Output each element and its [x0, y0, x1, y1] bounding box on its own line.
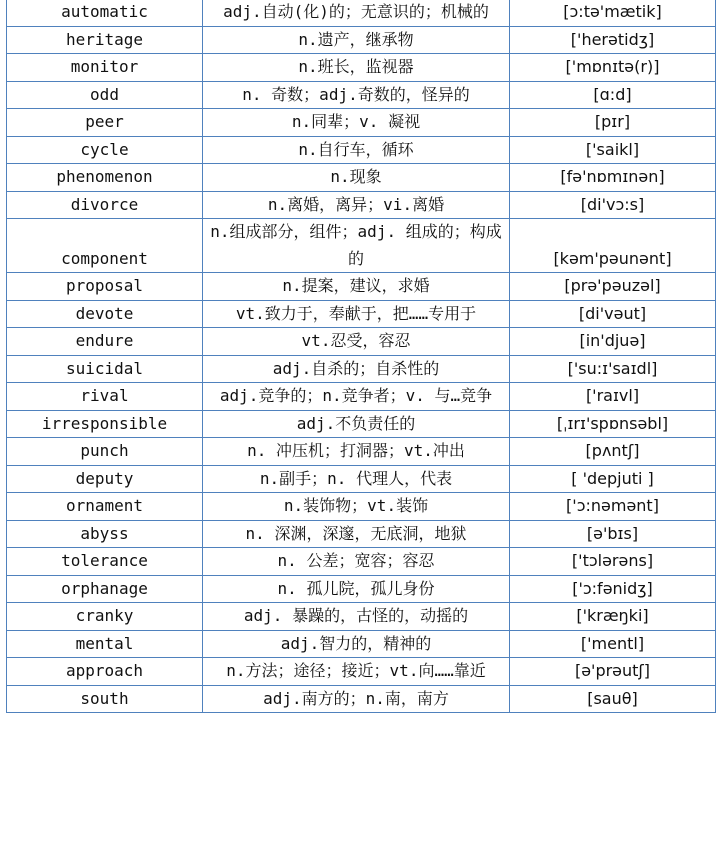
- meaning-cell: n. 公差；宽容；容忍: [203, 548, 510, 576]
- meaning-cell: n.提案，建议，求婚: [203, 273, 510, 301]
- word-cell: divorce: [7, 191, 203, 219]
- meaning-cell: n.离婚，离异；vi.离婚: [203, 191, 510, 219]
- meaning-cell: n. 冲压机；打洞器；vt.冲出: [203, 438, 510, 466]
- table-row: [7, 81, 716, 109]
- meaning-cell: n.方法；途径；接近；vt.向……靠近: [203, 658, 510, 686]
- meaning-cell: adj.不负责任的: [203, 410, 510, 438]
- phonetic-cell: ['mɒnɪtə(r)]: [510, 54, 716, 82]
- word-cell: odd: [7, 81, 203, 109]
- meaning-cell: n. 奇数；adj.奇数的，怪异的: [203, 81, 510, 109]
- meaning-cell: n.遗产，继承物: [203, 26, 510, 54]
- meaning-cell: adj.南方的；n.南，南方: [203, 685, 510, 713]
- table-row: [7, 300, 716, 328]
- word-cell: abyss: [7, 520, 203, 548]
- meaning-cell: vt.忍受，容忍: [203, 328, 510, 356]
- table-row: [7, 26, 716, 54]
- meaning-cell: adj.自动(化)的；无意识的；机械的: [203, 0, 510, 26]
- phonetic-cell: [di'vɔ:s]: [510, 191, 716, 219]
- word-cell: mental: [7, 630, 203, 658]
- table-row: [7, 164, 716, 192]
- phonetic-cell: [ɔ:tə'mætik]: [510, 0, 716, 26]
- word-cell: south: [7, 685, 203, 713]
- table-row: [7, 658, 716, 686]
- table-row: [7, 630, 716, 658]
- table-row: [7, 328, 716, 356]
- meaning-cell: n.同辈；v. 凝视: [203, 109, 510, 137]
- table-row: [7, 410, 716, 438]
- meaning-cell: n.自行车，循环: [203, 136, 510, 164]
- phonetic-cell: [prə'pəuzəl]: [510, 273, 716, 301]
- phonetic-cell: ['kræŋki]: [510, 603, 716, 631]
- meaning-cell: adj.自杀的；自杀性的: [203, 355, 510, 383]
- phonetic-cell: ['mentl]: [510, 630, 716, 658]
- table-row: [7, 465, 716, 493]
- phonetic-cell: [ə'prəutʃ]: [510, 658, 716, 686]
- word-cell: deputy: [7, 465, 203, 493]
- table-row: [7, 575, 716, 603]
- vocabulary-table-body: [7, 0, 716, 713]
- table-row: [7, 109, 716, 137]
- meaning-cell: vt.致力于，奉献于，把……专用于: [203, 300, 510, 328]
- table-row: [7, 54, 716, 82]
- table-row: [7, 355, 716, 383]
- word-cell: automatic: [7, 0, 203, 26]
- phonetic-cell: ['ɔ:fənidʒ]: [510, 575, 716, 603]
- table-row: [7, 273, 716, 301]
- word-cell: peer: [7, 109, 203, 137]
- phonetic-cell: [ 'depjuti ]: [510, 465, 716, 493]
- table-row: [7, 136, 716, 164]
- word-cell: punch: [7, 438, 203, 466]
- word-cell: approach: [7, 658, 203, 686]
- meaning-cell: n.班长，监视器: [203, 54, 510, 82]
- word-cell: ornament: [7, 493, 203, 521]
- phonetic-cell: [fə'nɒmɪnən]: [510, 164, 716, 192]
- table-row: [7, 191, 716, 219]
- table-row: [7, 219, 716, 273]
- meaning-cell: n.装饰物；vt.装饰: [203, 493, 510, 521]
- word-cell: phenomenon: [7, 164, 203, 192]
- phonetic-cell: [kəm'pəunənt]: [510, 219, 716, 273]
- word-cell: tolerance: [7, 548, 203, 576]
- phonetic-cell: [pʌntʃ]: [510, 438, 716, 466]
- phonetic-cell: [ə'bɪs]: [510, 520, 716, 548]
- phonetic-cell: [pɪr]: [510, 109, 716, 137]
- phonetic-cell: [ɑ:d]: [510, 81, 716, 109]
- phonetic-cell: [sauθ]: [510, 685, 716, 713]
- word-cell: orphanage: [7, 575, 203, 603]
- word-cell: rival: [7, 383, 203, 411]
- meaning-cell: n.现象: [203, 164, 510, 192]
- meaning-cell: n.组成部分，组件；adj. 组成的；构成的: [203, 219, 510, 273]
- phonetic-cell: ['saikl]: [510, 136, 716, 164]
- word-cell: irresponsible: [7, 410, 203, 438]
- word-cell: devote: [7, 300, 203, 328]
- table-row: [7, 685, 716, 713]
- word-cell: heritage: [7, 26, 203, 54]
- meaning-cell: n. 孤儿院，孤儿身份: [203, 575, 510, 603]
- meaning-cell: adj.竞争的；n.竞争者；v. 与…竞争: [203, 383, 510, 411]
- word-cell: component: [7, 219, 203, 273]
- meaning-cell: n. 深渊，深邃，无底洞，地狱: [203, 520, 510, 548]
- word-cell: cycle: [7, 136, 203, 164]
- table-row: [7, 0, 716, 26]
- meaning-cell: adj.智力的，精神的: [203, 630, 510, 658]
- table-row: [7, 493, 716, 521]
- table-row: [7, 383, 716, 411]
- phonetic-cell: ['herətidʒ]: [510, 26, 716, 54]
- word-cell: cranky: [7, 603, 203, 631]
- vocabulary-table: [6, 0, 716, 713]
- phonetic-cell: ['tɔlərəns]: [510, 548, 716, 576]
- word-cell: monitor: [7, 54, 203, 82]
- phonetic-cell: [in'djuə]: [510, 328, 716, 356]
- phonetic-cell: [di'vəut]: [510, 300, 716, 328]
- meaning-cell: n.副手；n. 代理人，代表: [203, 465, 510, 493]
- phonetic-cell: ['ɔ:nəmənt]: [510, 493, 716, 521]
- table-row: [7, 438, 716, 466]
- meaning-cell: adj. 暴躁的，古怪的，动摇的: [203, 603, 510, 631]
- table-row: [7, 520, 716, 548]
- word-cell: proposal: [7, 273, 203, 301]
- word-cell: endure: [7, 328, 203, 356]
- table-row: [7, 548, 716, 576]
- phonetic-cell: [ˌɪrɪ'spɒnsəbl]: [510, 410, 716, 438]
- table-row: [7, 603, 716, 631]
- phonetic-cell: ['raɪvl]: [510, 383, 716, 411]
- word-cell: suicidal: [7, 355, 203, 383]
- phonetic-cell: ['su:ɪ'saɪdl]: [510, 355, 716, 383]
